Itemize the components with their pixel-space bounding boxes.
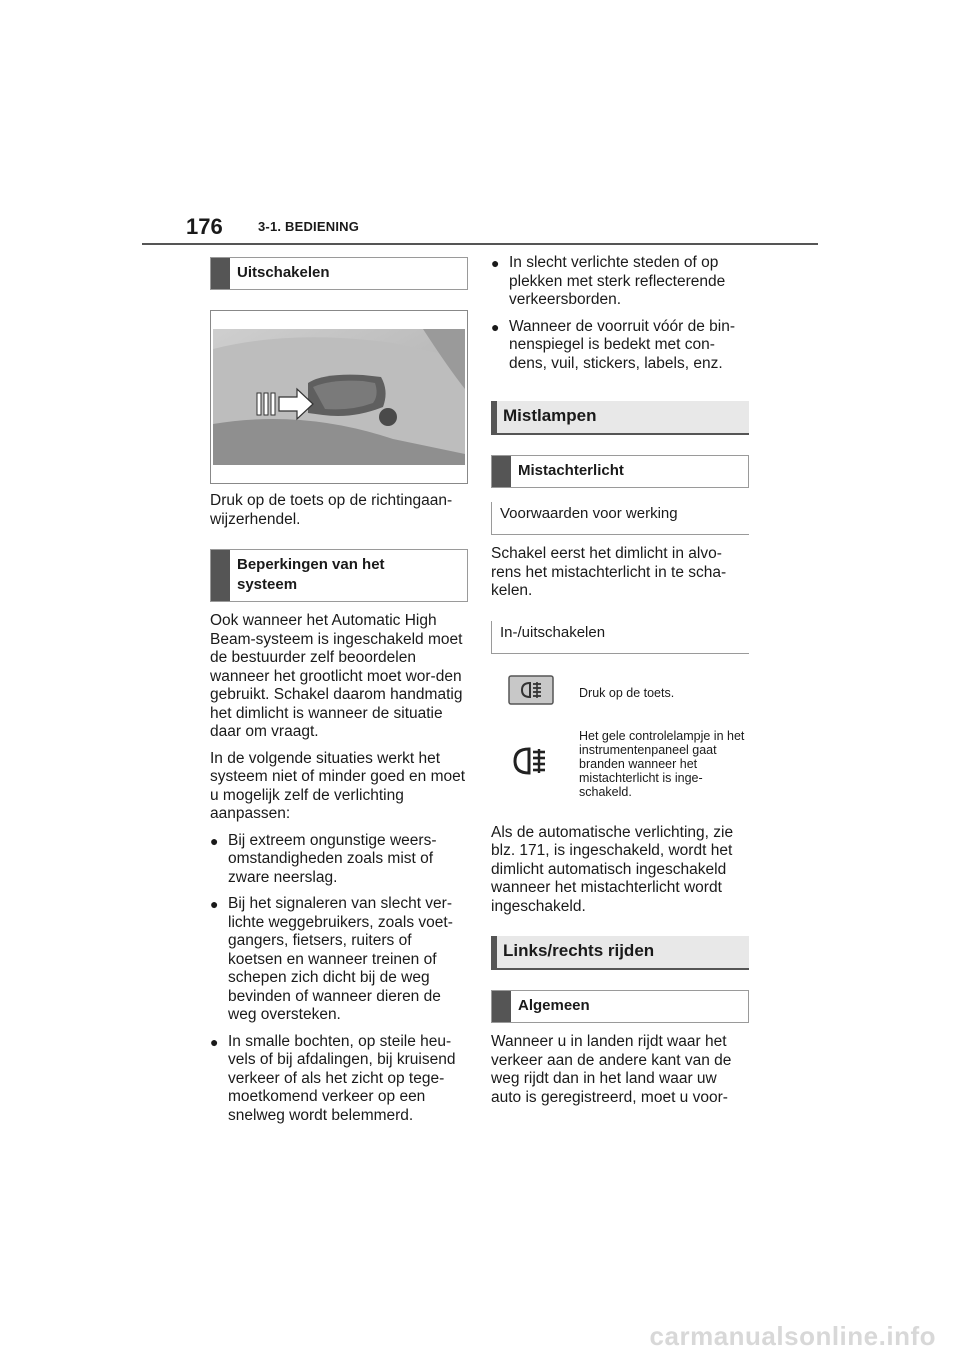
turn-signal-lever-image	[213, 329, 465, 465]
right-column	[491, 254, 749, 1107]
section-links-rechts: Links/rechts rijden	[491, 936, 749, 970]
subheading-beperkingen: Beperkingen van het systeem	[210, 549, 468, 602]
auto-lighting-text: Als de automatische verlichting, zie blz. 171, is ingeschakeld, wordt het dimlicht automatisch ingeschakeld wanneer het mistachterlicht wordt ingeschakeld.	[491, 823, 734, 915]
subheading-algemeen: Algemeen	[491, 990, 749, 1023]
paragraph-beperkingen: Ook wanneer het Automatic High Beam-systeem is ingeschakeld moet de bestuurder zelf beoordelen wanneer het grootlicht moet wor-den gebruikt. Schakel daarom handmatig het dimlicht is wanneer de situatie daar om vraagt.	[210, 612, 463, 740]
header-rule	[142, 243, 818, 245]
list-item: ● In slecht verlichte steden of op plekken met sterk reflecterende verkeersborden.	[491, 254, 726, 308]
table-row: Druk op de toets.	[491, 668, 749, 718]
uitschakelen-text: Druk op de toets op de richtingaan-wijzerhendel.	[210, 492, 453, 528]
list-item: ● Bij het signaleren van slecht ver-lichte weggebruikers, zoals voet-gangers, fietsers, ruiters of koetsen en wanneer treinen of schepen zich dicht bij de weg bevinden of wanneer dieren de weg oversteken.	[210, 895, 453, 1023]
table-row: Het gele controlelampje in het instrumentenpaneel gaat branden wanneer het mistachterlicht is inge-schakeld.	[491, 718, 749, 810]
subheading-uitschakelen: Uitschakelen	[210, 257, 468, 290]
algemeen-text: Wanneer u in landen rijdt waar het verkeer aan de andere kant van de weg rijdt dan in het land waar uw auto is geregistreerd, moet u voor-	[491, 1033, 732, 1106]
page-number: 176	[186, 214, 223, 239]
condition-in-uitschakelen: In-/uitschakelen	[491, 621, 749, 654]
list-item: ● Bij extreem ongunstige weers-omstandigheden zoals mist of zware neerslag.	[210, 831, 437, 886]
stalk-illustration	[210, 310, 468, 484]
list-item: ● In smalle bochten, op steile heu-vels of bij afdalingen, bij kruisend verkeer of als het zicht op tege-moetkomend verkeer op een snelweg wordt belemmerd.	[210, 1032, 456, 1124]
chapter-title: 3-1. BEDIENING	[258, 219, 360, 234]
rear-fog-indicator-icon	[511, 745, 551, 777]
paragraph-situaties: In de volgende situaties werkt het systeem niet of minder goed en moet u mogelijk zelf de verlichting aanpassen:	[210, 749, 466, 822]
watermark: carmanualsonline.info	[649, 1321, 936, 1351]
list-item: ● Wanneer de voorruit vóór de bin-nenspiegel is bedekt met con-dens, vuil, stickers, labels, enz.	[491, 317, 736, 372]
fog-button-icon	[508, 675, 554, 705]
fog-table	[491, 668, 749, 810]
left-column	[210, 257, 468, 1125]
section-mistlampen: Mistlampen	[491, 401, 749, 435]
subheading-mistachterlicht: Mistachterlicht	[491, 455, 749, 488]
condition-voorwaarden: Voorwaarden voor werking	[491, 502, 749, 535]
voorwaarden-text: Schakel eerst het dimlicht in alvo-rens het mistachterlicht in te scha-kelen.	[491, 545, 727, 599]
